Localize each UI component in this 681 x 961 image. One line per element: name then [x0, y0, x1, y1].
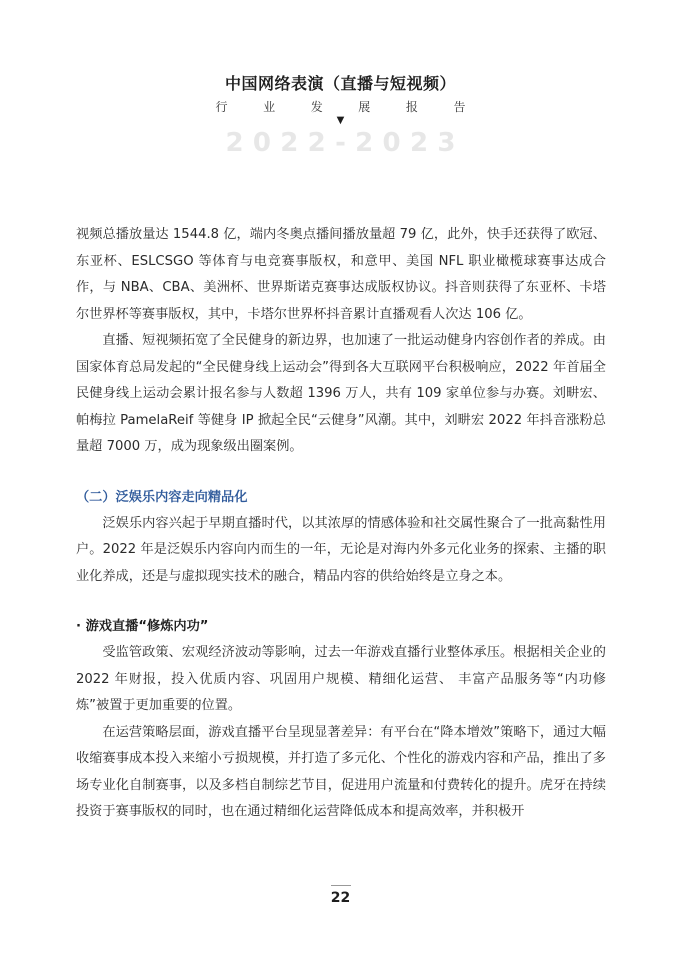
section-heading: （二）泛娱乐内容走向精品化: [76, 489, 248, 505]
subtitle-char: 告: [453, 100, 466, 114]
paragraph-pan-entertainment: 泛娱乐内容兴起于早期直播时代，以其浓厚的情感体验和社交属性聚合了一批高黏性用户。2022 年是泛娱乐内容向内而生的一年，无论是对海内外多元化业务的探索、主播的职业化养成，还是与虚拟现实技术的融合，精品内容的供给始终是立身之本。: [76, 515, 606, 584]
footer-divider: [331, 885, 351, 886]
year-char: 2: [307, 128, 326, 158]
paragraph-fitness: 直播、短视频拓宽了全民健身的新边界，也加速了一批运动健身内容创作者的养成。由国家体育总局发起的“全民健身线上运动会”得到各大互联网平台积极响应，2022 年首届全民健身线上运动会累计报名参与人数超 1396 万人，共有 109 家单位参与办赛。刘畊宏、帕梅拉 PamelaReif 等健身 IP 掀起全民“云健身”风潮。其中，刘畊宏 2022 年抖音涨粉总量超 7000 万，成为现象级出圈案例。: [76, 333, 606, 454]
report-years: [226, 128, 456, 158]
year-char: -: [335, 128, 346, 158]
subtitle-char: 报: [405, 100, 418, 114]
page-footer: [0, 885, 681, 906]
subtitle-char: 发: [310, 100, 323, 114]
paragraph-sports-copyright: 视频总播放量达 1544.8 亿，端内冬奥点播间播放量超 79 亿，此外，快手还获得了欧冠、东亚杯、ESLCSGO 等体育与电竞赛事版权，和意甲、美国 NFL 职业橄榄球赛事达成合作，与 NBA、CBA、美洲杯、世界斯诺克赛事达成版权协议。抖音则获得了东亚杯、卡塔尔世界杯等赛事版权，其中，卡塔尔世界杯抖音累计直播观看人次达 106 亿。: [76, 227, 606, 322]
year-char: 2: [225, 128, 244, 158]
year-char: 2: [280, 128, 299, 158]
report-title: 中国网络表演（直播与短视频）: [224, 74, 456, 93]
subtitle-char: 行: [215, 100, 228, 114]
page-number: 22: [330, 890, 351, 906]
paragraph-game-live-pressure: 受监管政策、宏观经济波动等影响，过去一年游戏直播行业整体承压。根据相关企业的 2022 年财报，投入优质内容、巩固用户规模、精细化运营、 丰富产品服务等“内功修炼”被置于更加重要的位置。: [76, 645, 606, 713]
report-subtitle: [216, 99, 466, 115]
year-char: 2: [355, 128, 374, 158]
year-char: 0: [252, 128, 271, 158]
year-char: 3: [437, 128, 456, 158]
spacer: [76, 590, 606, 614]
paragraph-operation-strategy: 在运营策略层面，游戏直播平台呈现显著差异：有平台在“降本增效”策略下，通过大幅收缩赛事成本投入来缩小亏损规模，并打造了多元化、个性化的游戏内容和产品，推出了多场专业化自制赛事，以及多档自制综艺节目，促进用户流量和付费转化的提升。虎牙在持续投资于赛事版权的同时，也在通过精细化运营降低成本和提高效率，并积极开: [76, 724, 606, 819]
year-char: 2: [409, 128, 429, 158]
subtitle-char: 业: [263, 100, 276, 114]
triangle-down-icon: ▼: [336, 115, 345, 126]
subtitle-char: 展: [358, 100, 371, 114]
sub-heading: · 游戏直播“修炼内功”: [76, 619, 209, 634]
year-char: 0: [382, 128, 401, 158]
report-header: [0, 72, 681, 158]
main-content: [76, 222, 606, 826]
spacer: [76, 461, 606, 485]
